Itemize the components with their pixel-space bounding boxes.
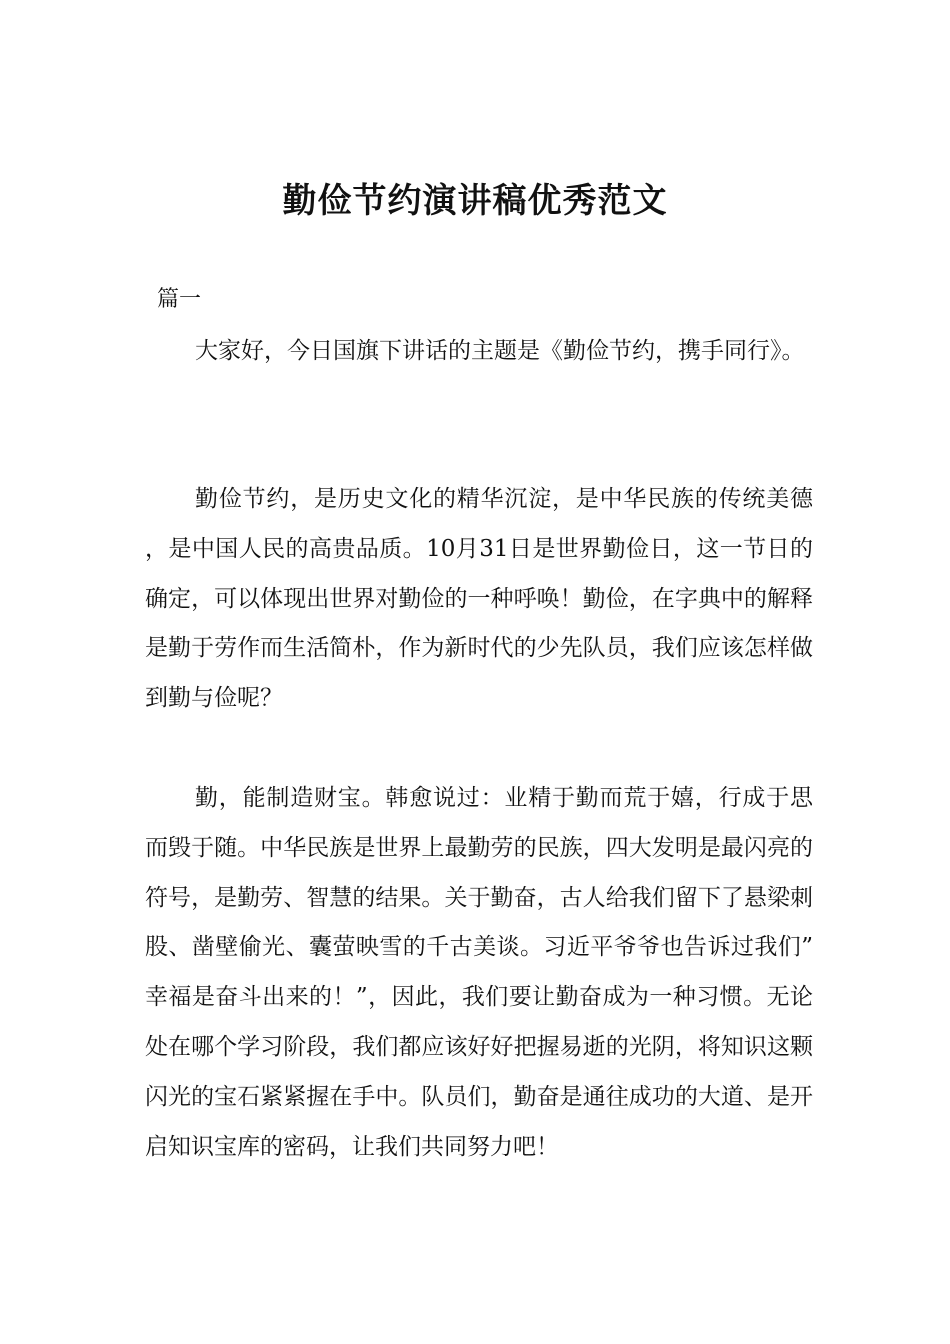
paragraph-greeting: 大家好，今日国旗下讲话的主题是《勤俭节约，携手同行》。 (195, 338, 805, 364)
document-title: 勤俭节约演讲稿优秀范文 (282, 181, 668, 221)
paragraph-diligence: 勤，能制造财宝。韩愈说过：业精于勤而荒于嬉，行成于思而毁于随。中华民族是世界上最勤劳的民族，四大发明是最闪亮的符号，是勤劳、智慧的结果。关于勤奋，古人给我们留下了悬梁刺股、凿壁偷光、囊萤映雪的千古美谈。习近平爷爷也告诉过我们”幸福是奋斗出来的！”，因此，我们要让勤奋成为一种习惯。无论处在哪个学习阶段，我们都应该好好把握易逝的光阴，将知识这颗闪光的宝石紧紧握在手中。队员们，勤奋是通往成功的大道、是开启知识宝库的密码，让我们共同努力吧！ (145, 785, 813, 1160)
section-label: 篇一 (157, 287, 202, 312)
paragraph-intro: 勤俭节约，是历史文化的精华沉淀，是中华民族的传统美德，是中国人民的高贵品质。10月31日是世界勤俭日，这一节日的确定，可以体现出世界对勤俭的一种呼唤！勤俭，在字典中的解释是勤于劳作而生活简朴，作为新时代的少先队员，我们应该怎样做到勤与俭呢？ (145, 486, 813, 712)
